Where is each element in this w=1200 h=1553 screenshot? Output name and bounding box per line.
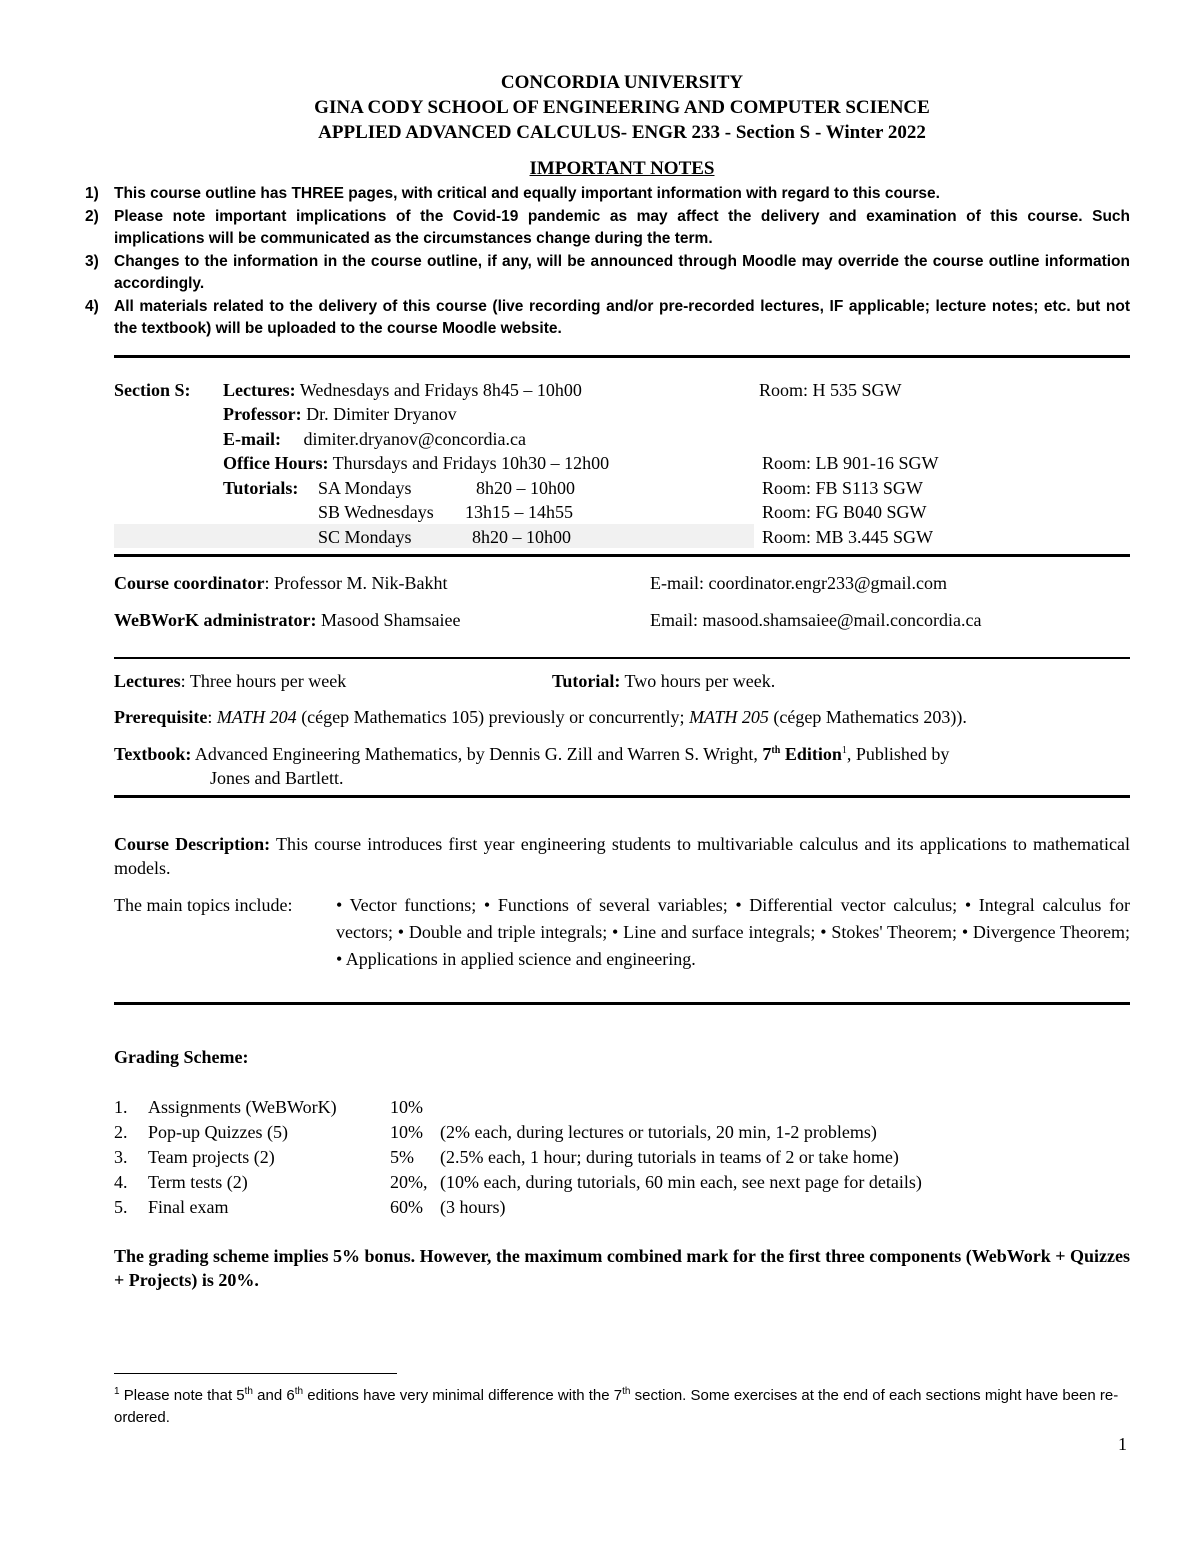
prerequisite-course: MATH 204 bbox=[216, 706, 297, 727]
grading-percent: 10% bbox=[390, 1096, 423, 1117]
lectures-value: Wednesdays and Fridays 8h45 – 10h00 bbox=[299, 379, 582, 400]
tutorials-label bbox=[223, 476, 298, 501]
note-text: Changes to the information in the course outline, if any, will be announced through Moodle may override the course outline information accordingly. bbox=[114, 252, 1130, 292]
note-number: 4) bbox=[85, 297, 99, 315]
footnote-divider bbox=[114, 1373, 397, 1374]
divider bbox=[114, 795, 1130, 798]
footnote bbox=[114, 1385, 1130, 1429]
prerequisite-text: : bbox=[207, 706, 217, 727]
grading-detail: (2.5% each, 1 hour; during tutorials in teams of 2 or take home) bbox=[440, 1146, 899, 1167]
coordinator-label: Course coordinator bbox=[114, 572, 265, 593]
grading-component: Pop-up Quizzes (5) bbox=[148, 1121, 288, 1142]
grading-percent: 10% bbox=[390, 1121, 423, 1142]
grading-percent: 60% bbox=[390, 1196, 423, 1217]
grading-item bbox=[114, 1095, 1130, 1120]
note-text: pages, with critical and equally important information with regard to this course. bbox=[343, 185, 940, 202]
note-emphasis: THREE bbox=[291, 185, 344, 202]
tutorial-hours bbox=[552, 671, 775, 692]
tutorial-room: Room: FG B040 SGW bbox=[762, 501, 927, 522]
lecture-hours-value: : Three hours per week bbox=[180, 670, 347, 691]
note-item bbox=[85, 206, 1130, 251]
footnote-text: Please note that 5 bbox=[119, 1387, 245, 1404]
grading-component: Assignments (WeBWorK) bbox=[148, 1096, 337, 1117]
note-item bbox=[85, 251, 1130, 296]
email-value: dimiter.dryanov@concordia.ca bbox=[303, 428, 526, 449]
tutorial-group: SC Mondays bbox=[318, 526, 412, 547]
textbook bbox=[114, 742, 1130, 790]
topics-list: • Vector functions; • Functions of several variables; • Differential vector calculus; • Integral calculus for vectors; • Double and triple integrals; • Line and surface integrals; • Stokes' Theorem; • Divergence Theorem; • Applications in applied science and engineering. bbox=[336, 894, 1130, 969]
tutorial-room: Room: MB 3.445 SGW bbox=[762, 526, 934, 547]
note-number: 1) bbox=[85, 185, 99, 202]
tutorial-time: 8h20 – 10h00 bbox=[476, 477, 575, 498]
webwork-row bbox=[114, 610, 460, 631]
tutorial-time: 8h20 – 10h00 bbox=[472, 526, 571, 547]
grading-detail: (2% each, during lectures or tutorials, 20 min, 1-2 problems) bbox=[440, 1121, 877, 1142]
grading-item bbox=[114, 1120, 1130, 1145]
footnote-text: section. Some exercises at the end of each sections might have been re-ordered. bbox=[114, 1387, 1119, 1426]
footnote-sup: th bbox=[244, 1386, 253, 1397]
row-highlight bbox=[114, 524, 754, 548]
note-text: This course outline has bbox=[114, 185, 292, 202]
prerequisite-course: MATH 205 bbox=[689, 706, 769, 727]
grading-component: Final exam bbox=[148, 1196, 229, 1217]
grading-item bbox=[114, 1195, 1130, 1220]
footnote-text: and 6 bbox=[253, 1387, 295, 1404]
office-hours-label: Office Hours: bbox=[223, 452, 329, 473]
grading-component: Term tests (2) bbox=[148, 1171, 248, 1192]
edition-number: 7 bbox=[762, 743, 772, 764]
note-number: 2) bbox=[85, 207, 99, 225]
section-row bbox=[114, 378, 191, 403]
grading-detail: (3 hours) bbox=[440, 1196, 506, 1217]
tutorial-group: SB Wednesdays bbox=[318, 501, 434, 522]
tutorial-group: SA Mondays bbox=[318, 477, 412, 498]
tutorials-label-text: Tutorials: bbox=[223, 477, 299, 498]
footnote-sup: th bbox=[294, 1386, 304, 1397]
note-number: 3) bbox=[85, 252, 99, 270]
textbook-text: Advanced Engineering Mathematics, by Dennis G. Zill and Warren S. Wright, bbox=[191, 743, 763, 764]
tutorial-room: Room: FB S113 SGW bbox=[762, 477, 923, 498]
office-hours-row bbox=[223, 451, 609, 476]
textbook-text: , Published by bbox=[846, 743, 950, 764]
topics-label: The main topics include: bbox=[114, 894, 293, 915]
main-topics bbox=[114, 892, 1130, 1002]
course-outline-page bbox=[85, 70, 1130, 1292]
footnote-ref: 1 bbox=[841, 744, 847, 756]
document-header bbox=[114, 70, 1130, 145]
edition-label: Edition bbox=[780, 743, 842, 764]
lecture-hours bbox=[114, 671, 346, 692]
divider bbox=[114, 657, 1130, 659]
coordinator-email: E-mail: coordinator.engr233@gmail.com bbox=[650, 572, 947, 593]
grading-item bbox=[114, 1170, 1130, 1195]
section-label: Section S: bbox=[114, 379, 191, 400]
email-label: E-mail: bbox=[223, 428, 281, 449]
important-notes-title: IMPORTANT NOTES bbox=[529, 158, 715, 179]
university-name: CONCORDIA UNIVERSITY bbox=[500, 72, 744, 93]
tutorial-time: 13h15 – 14h55 bbox=[465, 501, 573, 522]
coordinator-value: : Professor M. Nik-Bakht bbox=[264, 572, 448, 593]
hours-row bbox=[114, 671, 1130, 701]
grading-percent: 5% bbox=[390, 1146, 414, 1167]
webwork-value: Masood Shamsaiee bbox=[316, 609, 461, 630]
grading-title: Grading Scheme: bbox=[114, 1046, 249, 1067]
note-text: Please note important implications of the Covid-19 pandemic as may affect the delivery and examination of this course. Such implications will be communicated as the circumstances change during the term. bbox=[114, 207, 1130, 247]
lectures-row bbox=[223, 378, 582, 403]
office-room: Room: LB 901-16 SGW bbox=[762, 452, 939, 473]
lecture-hours-label: Lectures bbox=[114, 670, 181, 691]
grading-component: Team projects (2) bbox=[148, 1146, 275, 1167]
prerequisite-label: Prerequisite bbox=[114, 706, 208, 727]
grading-list bbox=[114, 1095, 1130, 1220]
grading-number: 2. bbox=[114, 1121, 128, 1142]
email-row bbox=[223, 427, 526, 452]
webwork-email: Email: masood.shamsaiee@mail.concordia.ca bbox=[650, 609, 982, 630]
course-description bbox=[114, 832, 1130, 880]
note-text: All materials related to the delivery of this course (live recording and/or pre-recorded lectures, IF applicable; lecture notes; etc. but not the textbook) will be uploaded to the course Moodle website. bbox=[114, 297, 1130, 337]
footnote-sup: th bbox=[622, 1386, 631, 1397]
divider bbox=[114, 1002, 1130, 1005]
grading-number: 1. bbox=[114, 1096, 128, 1117]
textbook-label: Textbook: bbox=[114, 743, 192, 764]
school-name: GINA CODY SCHOOL OF ENGINEERING AND COMPUTER SCIENCE bbox=[314, 97, 930, 118]
note-item bbox=[85, 183, 1130, 206]
professor-row bbox=[223, 402, 457, 427]
grading-number: 4. bbox=[114, 1171, 128, 1192]
professor-value: Dr. Dimiter Dryanov bbox=[306, 403, 457, 424]
webwork-label: WeBWorK administrator: bbox=[114, 609, 317, 630]
lectures-label: Lectures: bbox=[223, 379, 296, 400]
footnote-text: editions have very minimal difference with the 7 bbox=[303, 1387, 623, 1404]
description-label: Course Description: bbox=[114, 833, 271, 854]
textbook-edition bbox=[762, 744, 841, 764]
tutorial-hours-label: Tutorial: bbox=[552, 670, 621, 691]
important-notes-list bbox=[85, 183, 1130, 341]
tutorial-hours-value: Two hours per week. bbox=[620, 670, 776, 691]
schedule-block bbox=[114, 378, 1130, 550]
grading-number: 3. bbox=[114, 1146, 128, 1167]
prerequisite-text: (cégep Mathematics 203)). bbox=[768, 706, 967, 727]
grading-bonus-note: The grading scheme implies 5% bonus. However, the maximum combined mark for the first three components (WebWork + Quizzes + Projects) is 20%. bbox=[114, 1245, 1130, 1290]
footnote-number: 1 bbox=[114, 1386, 120, 1397]
grading-percent: 20%, bbox=[390, 1171, 428, 1192]
professor-label: Professor: bbox=[223, 403, 302, 424]
grading-item bbox=[114, 1145, 1130, 1170]
edition-suffix: th bbox=[771, 744, 781, 756]
description-text: This course introduces first year engineering students to multivariable calculus and its applications to mathematical models. bbox=[114, 833, 1130, 878]
prerequisite-text: (cégep Mathematics 105) previously or concurrently; bbox=[296, 706, 690, 727]
page-number: 1 bbox=[1118, 1434, 1127, 1454]
grading-detail: (10% each, during tutorials, 60 min each, see next page for details) bbox=[440, 1171, 922, 1192]
divider bbox=[114, 355, 1130, 358]
lectures-room: Room: H 535 SGW bbox=[759, 379, 902, 400]
coordinator-row bbox=[114, 573, 447, 594]
course-title: APPLIED ADVANCED CALCULUS- ENGR 233 - Section S - Winter 2022 bbox=[318, 122, 926, 143]
contacts-block bbox=[114, 573, 1130, 657]
prerequisite bbox=[114, 705, 1130, 729]
divider bbox=[114, 554, 1130, 557]
office-hours-value: Thursdays and Fridays 10h30 – 12h00 bbox=[332, 452, 610, 473]
note-item bbox=[85, 296, 1130, 341]
grading-number: 5. bbox=[114, 1196, 128, 1217]
textbook-publisher: Jones and Bartlett. bbox=[210, 767, 344, 788]
